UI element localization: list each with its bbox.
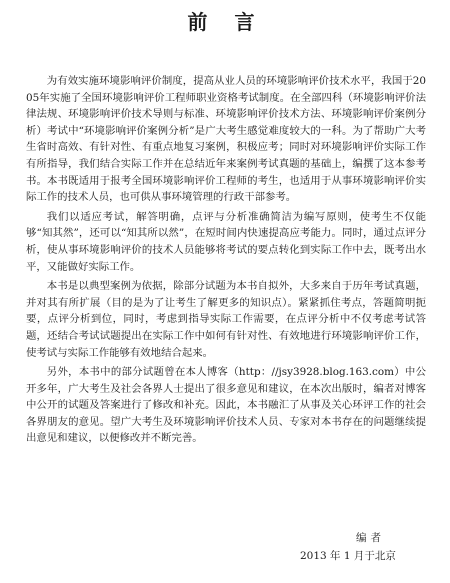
paragraph-content: 本书是以典型案例为依据，除部分试题为本书自拟外，大多来自于历年考试真题，并对其有所扩展（目的是为了让考生了解更多的知识点）。紧紧抓住考点，答题简明扼要，点评分析到位，同时，考虑到指导实际工作需要，在点评分析中不仅考虑考试答题，还结合考试试题提出在实际工作中如何有针对性、有效地进行环境影响评价工作，使考试与实际工作能够有效地结合起来。	[26, 280, 426, 359]
signature-date: 2013 年 1 月于北京	[300, 550, 396, 562]
signature-author: 编者	[356, 532, 385, 544]
paragraph-acknowledgement: 另外，本书中的部分试题曾在本人博客（http：//jsy3928.blog.163.com）中公开多年，广大考生及社会各界人士提出了很多意见和建议，在本次出版时，编者对博客中公开的试题及答案进行了修改和补充。因此，本书融汇了从事及关心环评工作的社会各界朋友的意见。望广大考生及环境影响评价技术人员、专家对本书存在的问题继续提出意见和建议，以便修改并不断完善。	[26, 366, 426, 445]
paragraph-intro: 为有效实施环境影响评价制度，提高从业人员的环境影响评价技术水平，我国于2005年实施了全国环境影响评价工程师职业资格考试制度。在全部四科（环境影响评价法律法规、环境影响评价技术导则与标准、环境影响评价技术方法、环境影响评价案例分析）考试中“环境影响评价案例分析”是广大考生感觉难度较大的一科。为了帮助广大考生省时高效、有针对性、有重点地复习案例，积极应考；同时对环境影响评价实际工作有所指导，我们结合实际工作并在总结近年来案例考试真题的基础上，编撰了这本参考书。本书既适用于报考全国环境影响评价工程师的考生，也适用于从事环境影响评价实际工作的技术人员，也可供从事环境管理的行政干部参考。	[26, 75, 426, 204]
page-title: 前 言	[187, 10, 265, 34]
paragraph-principles: 我们以适应考试，解答明确，点评与分析准确简洁为编写原则，使考生不仅能够“知其然”，还可以“知其所以然”，在短时间内快速提高应考能力。同时，通过点评分析，使从事环境影响评价的技术人员能够将考试的要点转化到实际工作中去，既考出水平，又能做好实际工作。	[26, 210, 426, 273]
